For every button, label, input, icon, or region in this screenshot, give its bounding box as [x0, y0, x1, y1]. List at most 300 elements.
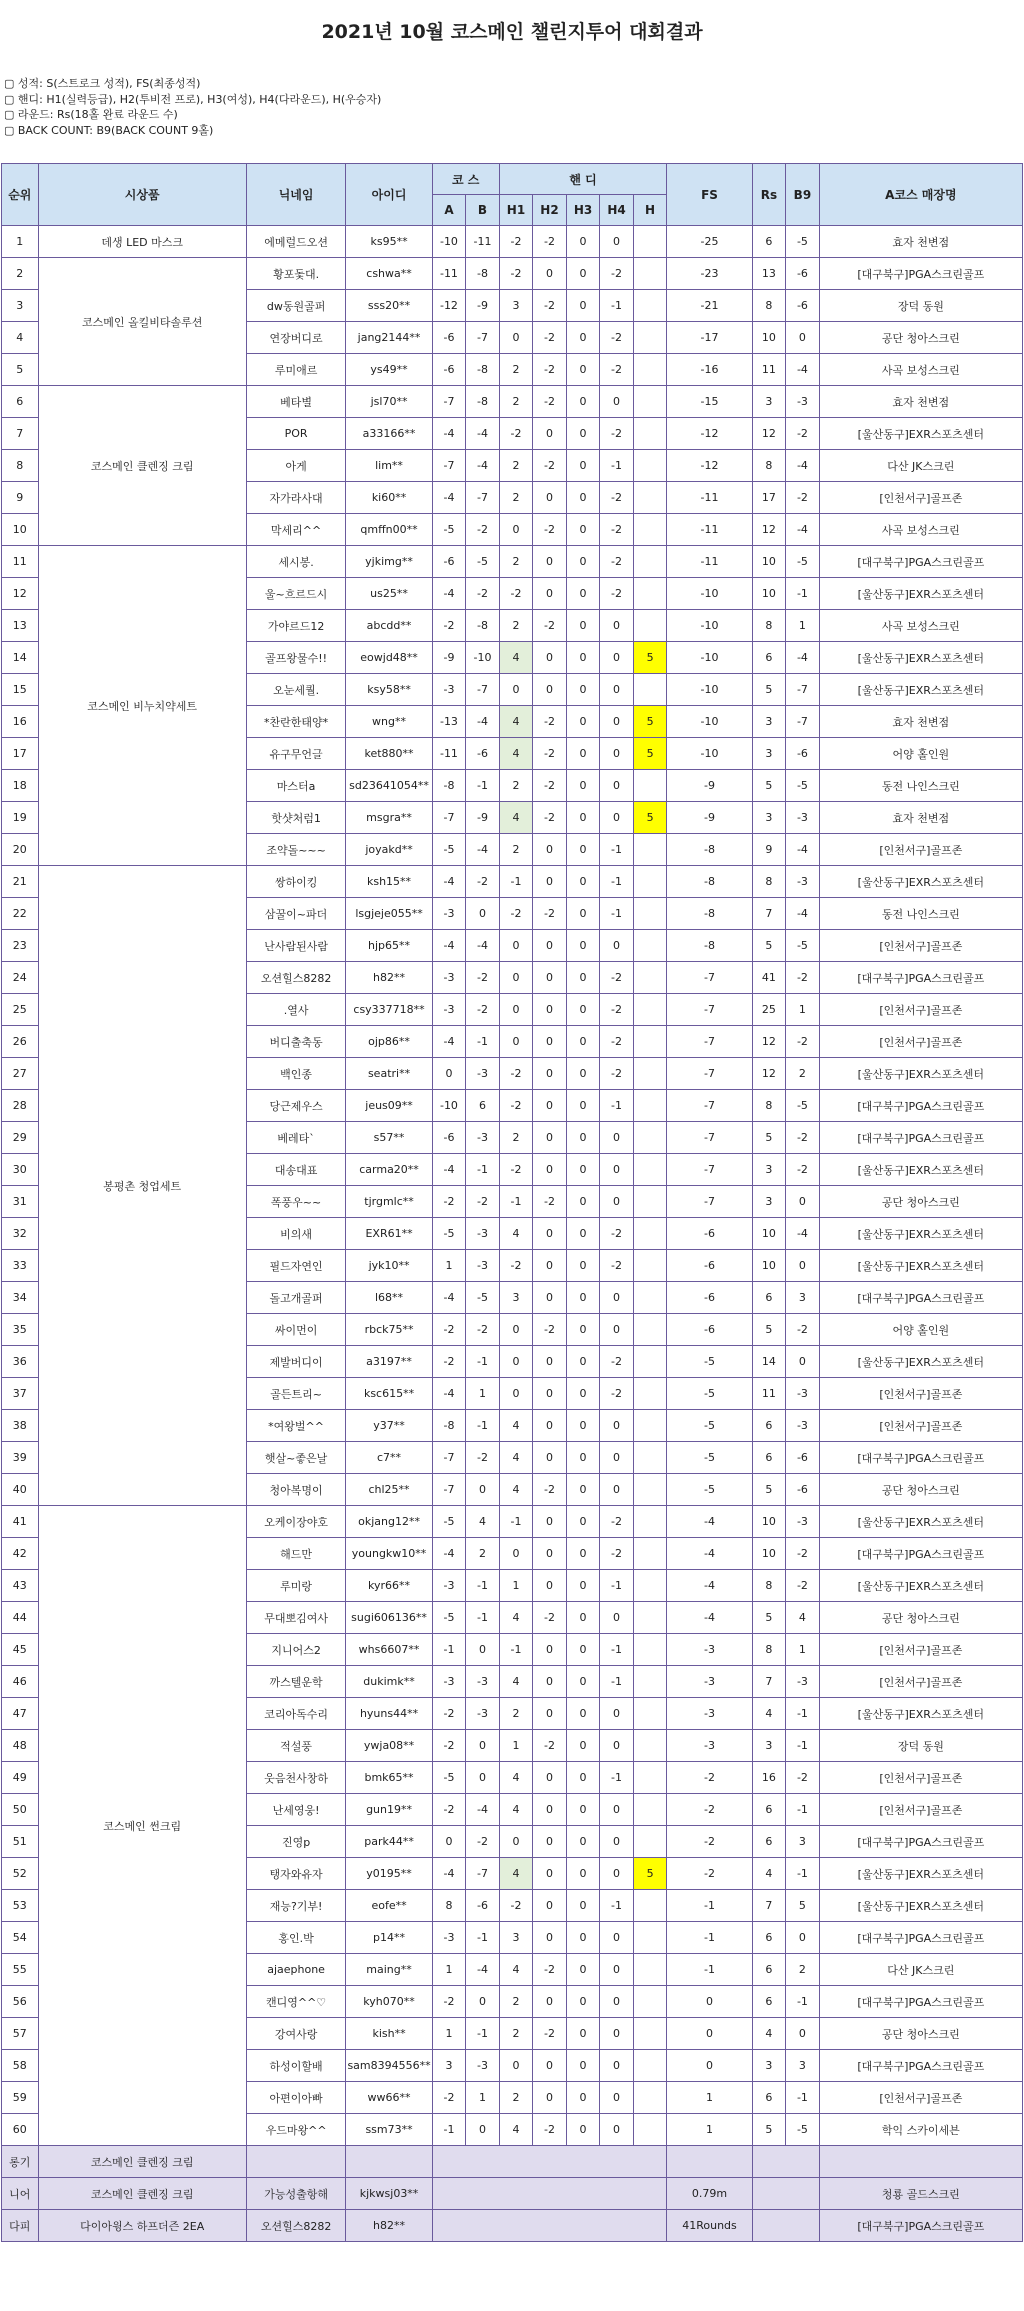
cell-fs: 0	[667, 2018, 752, 2050]
cell-h	[633, 450, 667, 482]
cell-id: lim**	[346, 450, 432, 482]
cell-fs	[667, 2146, 752, 2178]
cell-b: -2	[466, 514, 500, 546]
cell-b9: -6	[786, 1442, 820, 1474]
cell-rank: 10	[2, 514, 39, 546]
cell-rs: 5	[752, 1314, 786, 1346]
cell-h	[633, 1410, 667, 1442]
cell-h3: 0	[566, 962, 600, 994]
cell-nick: 대송대표	[246, 1154, 346, 1186]
cell-a: -3	[432, 1570, 466, 1602]
cell-h2: -2	[533, 898, 567, 930]
cell-rank: 23	[2, 930, 39, 962]
cell-fs: -2	[667, 1858, 752, 1890]
cell-rs: 8	[752, 866, 786, 898]
cell-b: -2	[466, 578, 500, 610]
cell-h1: 0	[499, 1026, 533, 1058]
cell-b: 2	[466, 1538, 500, 1570]
cell-nick: 홍인.박	[246, 1922, 346, 1954]
cell-h4: 0	[600, 1186, 634, 1218]
cell-h1: 2	[499, 1986, 533, 2018]
cell-store: [울산동구]EXR스포츠센터	[819, 674, 1022, 706]
cell-rs: 10	[752, 322, 786, 354]
cell-h2: -2	[533, 1186, 567, 1218]
cell-h4: -1	[600, 1762, 634, 1794]
cell-h4: 0	[600, 610, 634, 642]
cell-h1: -1	[499, 1506, 533, 1538]
cell-b: -2	[466, 1314, 500, 1346]
cell-b: -3	[466, 2050, 500, 2082]
cell-h3: 0	[566, 1410, 600, 1442]
table-row	[2, 258, 1023, 290]
cell-store: [대구북구]PGA스크린골프	[819, 962, 1022, 994]
cell-b: -2	[466, 866, 500, 898]
cell-id: seatri**	[346, 1058, 432, 1090]
cell-nick: 청아복명이	[246, 1474, 346, 1506]
cell-h2: 0	[533, 1442, 567, 1474]
cell-b9: -2	[786, 1122, 820, 1154]
cell-a: -2	[432, 1314, 466, 1346]
cell-h4: -2	[600, 354, 634, 386]
cell-rank: 12	[2, 578, 39, 610]
cell-nick: 필드자연인	[246, 1250, 346, 1282]
cell-h2: -2	[533, 322, 567, 354]
cell-h1: 4	[499, 706, 533, 738]
cell-id: joyakd**	[346, 834, 432, 866]
cell-h	[633, 770, 667, 802]
cell-h	[633, 1986, 667, 2018]
cell-h1: 4	[499, 1954, 533, 1986]
cell-b9: 1	[786, 1634, 820, 1666]
col-store: A코스 매장명	[819, 164, 1022, 226]
cell-a: 1	[432, 1250, 466, 1282]
cell-h2: -2	[533, 706, 567, 738]
cell-nick: 핫샷처럼1	[246, 802, 346, 834]
cell-nick: 까스텔운학	[246, 1666, 346, 1698]
cell-h2: 0	[533, 962, 567, 994]
cell-h2: -2	[533, 2018, 567, 2050]
cell-store: [인천서구]골프존	[819, 1762, 1022, 1794]
cell-store: 효자 천변점	[819, 706, 1022, 738]
cell-nick: 루미랑	[246, 1570, 346, 1602]
cell-h	[633, 1698, 667, 1730]
cell-h2: 0	[533, 1282, 567, 1314]
cell-b9: -3	[786, 1378, 820, 1410]
cell-b9: -2	[786, 1154, 820, 1186]
cell-store: [울산동구]EXR스포츠센터	[819, 1570, 1022, 1602]
cell-fs: -15	[667, 386, 752, 418]
cell-h1: 4	[499, 1602, 533, 1634]
cell-h1: 4	[499, 1218, 533, 1250]
cell-a: -11	[432, 738, 466, 770]
cell-h2: 0	[533, 1090, 567, 1122]
cell-store: 장덕 동원	[819, 290, 1022, 322]
cell-rank: 44	[2, 1602, 39, 1634]
cell-h4: 0	[600, 1826, 634, 1858]
cell-fs: -7	[667, 1154, 752, 1186]
col-a: A	[432, 195, 466, 226]
cell-h1: 0	[499, 994, 533, 1026]
cell-id: s57**	[346, 1122, 432, 1154]
cell-h4: 0	[600, 2082, 634, 2114]
cell-rank: 34	[2, 1282, 39, 1314]
cell-h3: 0	[566, 1026, 600, 1058]
cell-h3: 0	[566, 290, 600, 322]
cell-rs: 5	[752, 1122, 786, 1154]
table-row	[2, 866, 1023, 898]
cell-store: [울산동구]EXR스포츠센터	[819, 1346, 1022, 1378]
cell-h4: 0	[600, 738, 634, 770]
cell-h	[633, 1378, 667, 1410]
cell-b9: -6	[786, 290, 820, 322]
cell-h4: 0	[600, 2114, 634, 2146]
cell-nick: 루미애르	[246, 354, 346, 386]
cell-b9: 1	[786, 994, 820, 1026]
cell-a: -8	[432, 1410, 466, 1442]
cell-a: -4	[432, 1378, 466, 1410]
cell-nick: 황포돛대.	[246, 258, 346, 290]
cell-nick: 조약돌~~~	[246, 834, 346, 866]
cell-rank: 46	[2, 1666, 39, 1698]
cell-id: hyuns44**	[346, 1698, 432, 1730]
cell-rs: 8	[752, 610, 786, 642]
cell-rank: 54	[2, 1922, 39, 1954]
cell-id: sd23641054**	[346, 770, 432, 802]
cell-nick: 마스터a	[246, 770, 346, 802]
cell-rank: 16	[2, 706, 39, 738]
cell-h	[633, 994, 667, 1026]
cell-rs: 5	[752, 770, 786, 802]
cell-h2: -2	[533, 770, 567, 802]
cell-h	[633, 866, 667, 898]
cell-id: h82**	[346, 962, 432, 994]
cell-h2: -2	[533, 1954, 567, 1986]
cell-a: -4	[432, 1538, 466, 1570]
cell-h3: 0	[566, 1250, 600, 1282]
cell-h	[633, 1570, 667, 1602]
cell-b: 0	[466, 2114, 500, 2146]
cell-h2: 0	[533, 258, 567, 290]
cell-h2: 0	[533, 1218, 567, 1250]
cell-a: -5	[432, 1506, 466, 1538]
cell-rank: 24	[2, 962, 39, 994]
cell-id: kyr66**	[346, 1570, 432, 1602]
cell-id: hjp65**	[346, 930, 432, 962]
cell-store: 공단 청아스크린	[819, 2018, 1022, 2050]
cell-a: -10	[432, 226, 466, 258]
cell-id: sam8394556**	[346, 2050, 432, 2082]
cell-id: wng**	[346, 706, 432, 738]
cell-h3: 0	[566, 258, 600, 290]
cell-a: -2	[432, 1730, 466, 1762]
cell-h	[633, 226, 667, 258]
cell-a: -7	[432, 450, 466, 482]
cell-a: -6	[432, 546, 466, 578]
legend	[4, 76, 1024, 138]
cell-rank: 39	[2, 1442, 39, 1474]
cell-fs: -7	[667, 1058, 752, 1090]
cell-h3: 0	[566, 578, 600, 610]
cell-rs: 12	[752, 514, 786, 546]
cell-b9: -3	[786, 1666, 820, 1698]
cell-h4: 0	[600, 930, 634, 962]
cell-id: maing**	[346, 1954, 432, 1986]
cell-rank: 38	[2, 1410, 39, 1442]
cell-rank: 49	[2, 1762, 39, 1794]
cell-b: -3	[466, 1698, 500, 1730]
cell-b9: -2	[786, 482, 820, 514]
cell-store: [인천서구]골프존	[819, 1410, 1022, 1442]
cell-fs: -1	[667, 1890, 752, 1922]
cell-id	[346, 2146, 432, 2178]
cell-h4: 0	[600, 1858, 634, 1890]
cell-nick: 백인종	[246, 1058, 346, 1090]
cell-a: -4	[432, 482, 466, 514]
cell-store: [울산동구]EXR스포츠센터	[819, 1698, 1022, 1730]
cell-b: -5	[466, 1282, 500, 1314]
cell-rank: 50	[2, 1794, 39, 1826]
cell-h3: 0	[566, 1442, 600, 1474]
cell-h4: -1	[600, 1634, 634, 1666]
cell-h	[633, 418, 667, 450]
cell-a: -2	[432, 1698, 466, 1730]
cell-prize: 코스메인 클렌징 크림	[38, 386, 246, 546]
cell-b9: -2	[786, 1314, 820, 1346]
cell-rank: 11	[2, 546, 39, 578]
cell-store: 어양 홀인원	[819, 1314, 1022, 1346]
cell-store: [인천서구]골프존	[819, 1026, 1022, 1058]
cell-empty	[432, 2210, 667, 2242]
cell-h	[633, 1954, 667, 1986]
cell-h4: 0	[600, 1410, 634, 1442]
cell-fs: -11	[667, 514, 752, 546]
cell-id: us25**	[346, 578, 432, 610]
cell-nick: 오션힐스8282	[246, 962, 346, 994]
cell-nick: 햇살~좋은날	[246, 1442, 346, 1474]
cell-nick: 우드마왕^^	[246, 2114, 346, 2146]
cell-prize: 봉평촌 청업세트	[38, 866, 246, 1506]
cell-store: [대구북구]PGA스크린골프	[819, 1442, 1022, 1474]
cell-fs: -5	[667, 1442, 752, 1474]
cell-h2: 0	[533, 1890, 567, 1922]
cell-h1: 2	[499, 2018, 533, 2050]
cell-h	[633, 1538, 667, 1570]
cell-rs: 6	[752, 1442, 786, 1474]
cell-id: whs6607**	[346, 1634, 432, 1666]
cell-rs: 8	[752, 290, 786, 322]
cell-b: -3	[466, 1122, 500, 1154]
cell-h2: 0	[533, 1794, 567, 1826]
cell-rank: 18	[2, 770, 39, 802]
cell-b: -3	[466, 1250, 500, 1282]
cell-h2: -2	[533, 450, 567, 482]
cell-id: c7**	[346, 1442, 432, 1474]
cell-h4: 0	[600, 1442, 634, 1474]
cell-nick: 웃음천사창하	[246, 1762, 346, 1794]
cell-fs: -11	[667, 546, 752, 578]
cell-store: [인천서구]골프존	[819, 834, 1022, 866]
cell-nick: 베타별	[246, 386, 346, 418]
cell-id: EXR61**	[346, 1218, 432, 1250]
cell-nick: 적설풍	[246, 1730, 346, 1762]
cell-b: 0	[466, 1634, 500, 1666]
cell-nick: dw동원골퍼	[246, 290, 346, 322]
cell-b9: -4	[786, 514, 820, 546]
cell-h1: -1	[499, 1634, 533, 1666]
cell-h1: 1	[499, 1570, 533, 1602]
cell-h	[633, 514, 667, 546]
col-handi: 핸 디	[499, 164, 667, 195]
cell-h1: 4	[499, 1474, 533, 1506]
cell-h1: 3	[499, 1922, 533, 1954]
cell-id: ywja08**	[346, 1730, 432, 1762]
cell-a: -8	[432, 770, 466, 802]
cell-rs: 5	[752, 930, 786, 962]
cell-rank: 2	[2, 258, 39, 290]
cell-rs: 11	[752, 354, 786, 386]
cell-b9: -3	[786, 386, 820, 418]
cell-fs: -6	[667, 1314, 752, 1346]
cell-h2: 0	[533, 674, 567, 706]
cell-store: [울산동구]EXR스포츠센터	[819, 418, 1022, 450]
cell-store: [대구북구]PGA스크린골프	[819, 2210, 1022, 2242]
cell-h2: 0	[533, 2082, 567, 2114]
cell-fs: -9	[667, 770, 752, 802]
cell-h3: 0	[566, 802, 600, 834]
cell-h2: 0	[533, 1858, 567, 1890]
cell-id: eofe**	[346, 1890, 432, 1922]
cell-a: -4	[432, 418, 466, 450]
cell-h3: 0	[566, 1986, 600, 2018]
cell-prize: 다이아윙스 하프더즌 2EA	[38, 2210, 246, 2242]
cell-rs: 4	[752, 2018, 786, 2050]
cell-h1: 0	[499, 1538, 533, 1570]
cell-h3: 0	[566, 1762, 600, 1794]
cell-b9: -1	[786, 2082, 820, 2114]
cell-fs: -8	[667, 898, 752, 930]
cell-h3: 0	[566, 1634, 600, 1666]
cell-fs: -4	[667, 1570, 752, 1602]
cell-h	[633, 2050, 667, 2082]
footer-row	[2, 2178, 1023, 2210]
cell-h4: -2	[600, 258, 634, 290]
cell-h3: 0	[566, 1666, 600, 1698]
cell-h4: -2	[600, 482, 634, 514]
cell-fs: 0	[667, 2050, 752, 2082]
cell-h3: 0	[566, 1154, 600, 1186]
cell-store: [인천서구]골프존	[819, 1666, 1022, 1698]
cell-h2: 0	[533, 418, 567, 450]
cell-h3: 0	[566, 1218, 600, 1250]
cell-id: jsl70**	[346, 386, 432, 418]
cell-fs: -6	[667, 1282, 752, 1314]
cell-rank: 36	[2, 1346, 39, 1378]
cell-a: -10	[432, 1090, 466, 1122]
cell-h1: 4	[499, 802, 533, 834]
cell-fs: -1	[667, 1922, 752, 1954]
cell-nick: 재능?기부!	[246, 1890, 346, 1922]
col-id: 아이디	[346, 164, 432, 226]
cell-nick: 에메럴드오션	[246, 226, 346, 258]
cell-h1: 2	[499, 1122, 533, 1154]
cell-rs: 12	[752, 1026, 786, 1058]
cell-rank: 3	[2, 290, 39, 322]
cell-b: -1	[466, 770, 500, 802]
cell-a: -7	[432, 1474, 466, 1506]
cell-h3: 0	[566, 1698, 600, 1730]
cell-rs: 3	[752, 1186, 786, 1218]
cell-h3: 0	[566, 2050, 600, 2082]
cell-b9: -3	[786, 1410, 820, 1442]
cell-h1: 3	[499, 1282, 533, 1314]
cell-a: -7	[432, 802, 466, 834]
cell-id: kish**	[346, 2018, 432, 2050]
cell-h4: 0	[600, 1730, 634, 1762]
cell-nick: 유구무언글	[246, 738, 346, 770]
cell-b9: -4	[786, 354, 820, 386]
footer-row	[2, 2146, 1023, 2178]
cell-store: 어양 홀인원	[819, 738, 1022, 770]
cell-b: 0	[466, 1986, 500, 2018]
cell-store: [대구북구]PGA스크린골프	[819, 1922, 1022, 1954]
legend-line: ▢ BACK COUNT: B9(BACK COUNT 9홀)	[4, 123, 214, 137]
cell-h: 5	[633, 802, 667, 834]
cell-h2: 0	[533, 482, 567, 514]
cell-fs: 0	[667, 1986, 752, 2018]
cell-b9: -5	[786, 546, 820, 578]
cell-fs: -7	[667, 1122, 752, 1154]
cell-a: 0	[432, 1058, 466, 1090]
cell-h4: -2	[600, 418, 634, 450]
cell-a: -11	[432, 258, 466, 290]
cell-store: [대구북구]PGA스크린골프	[819, 1538, 1022, 1570]
cell-id: qmffn00**	[346, 514, 432, 546]
cell-rs: 8	[752, 1090, 786, 1122]
cell-nick: 해드만	[246, 1538, 346, 1570]
cell-b: -1	[466, 1922, 500, 1954]
cell-store: 동전 나인스크린	[819, 770, 1022, 802]
cell-h	[633, 674, 667, 706]
cell-h2: -2	[533, 226, 567, 258]
cell-fs: -3	[667, 1698, 752, 1730]
cell-a: -6	[432, 322, 466, 354]
cell-rs: 6	[752, 642, 786, 674]
cell-fs: -8	[667, 930, 752, 962]
cell-h	[633, 1026, 667, 1058]
cell-a: -4	[432, 578, 466, 610]
cell-h3: 0	[566, 1122, 600, 1154]
cell-a: -4	[432, 1858, 466, 1890]
cell-h2: 0	[533, 1058, 567, 1090]
cell-prize: 데생 LED 마스크	[38, 226, 246, 258]
cell-h3: 0	[566, 994, 600, 1026]
cell-nick	[246, 2146, 346, 2178]
cell-h4: -2	[600, 578, 634, 610]
cell-h1: 0	[499, 1346, 533, 1378]
cell-b9: -6	[786, 1474, 820, 1506]
cell-b9: 2	[786, 1058, 820, 1090]
cell-h4: 0	[600, 1794, 634, 1826]
cell-h4: -1	[600, 1890, 634, 1922]
cell-b: -2	[466, 1186, 500, 1218]
cell-b9: -1	[786, 578, 820, 610]
cell-h	[633, 1474, 667, 1506]
table-row	[2, 1506, 1023, 1538]
cell-nick: 가야르드12	[246, 610, 346, 642]
cell-id: ys49**	[346, 354, 432, 386]
cell-a: -2	[432, 1346, 466, 1378]
cell-h2: 0	[533, 1634, 567, 1666]
